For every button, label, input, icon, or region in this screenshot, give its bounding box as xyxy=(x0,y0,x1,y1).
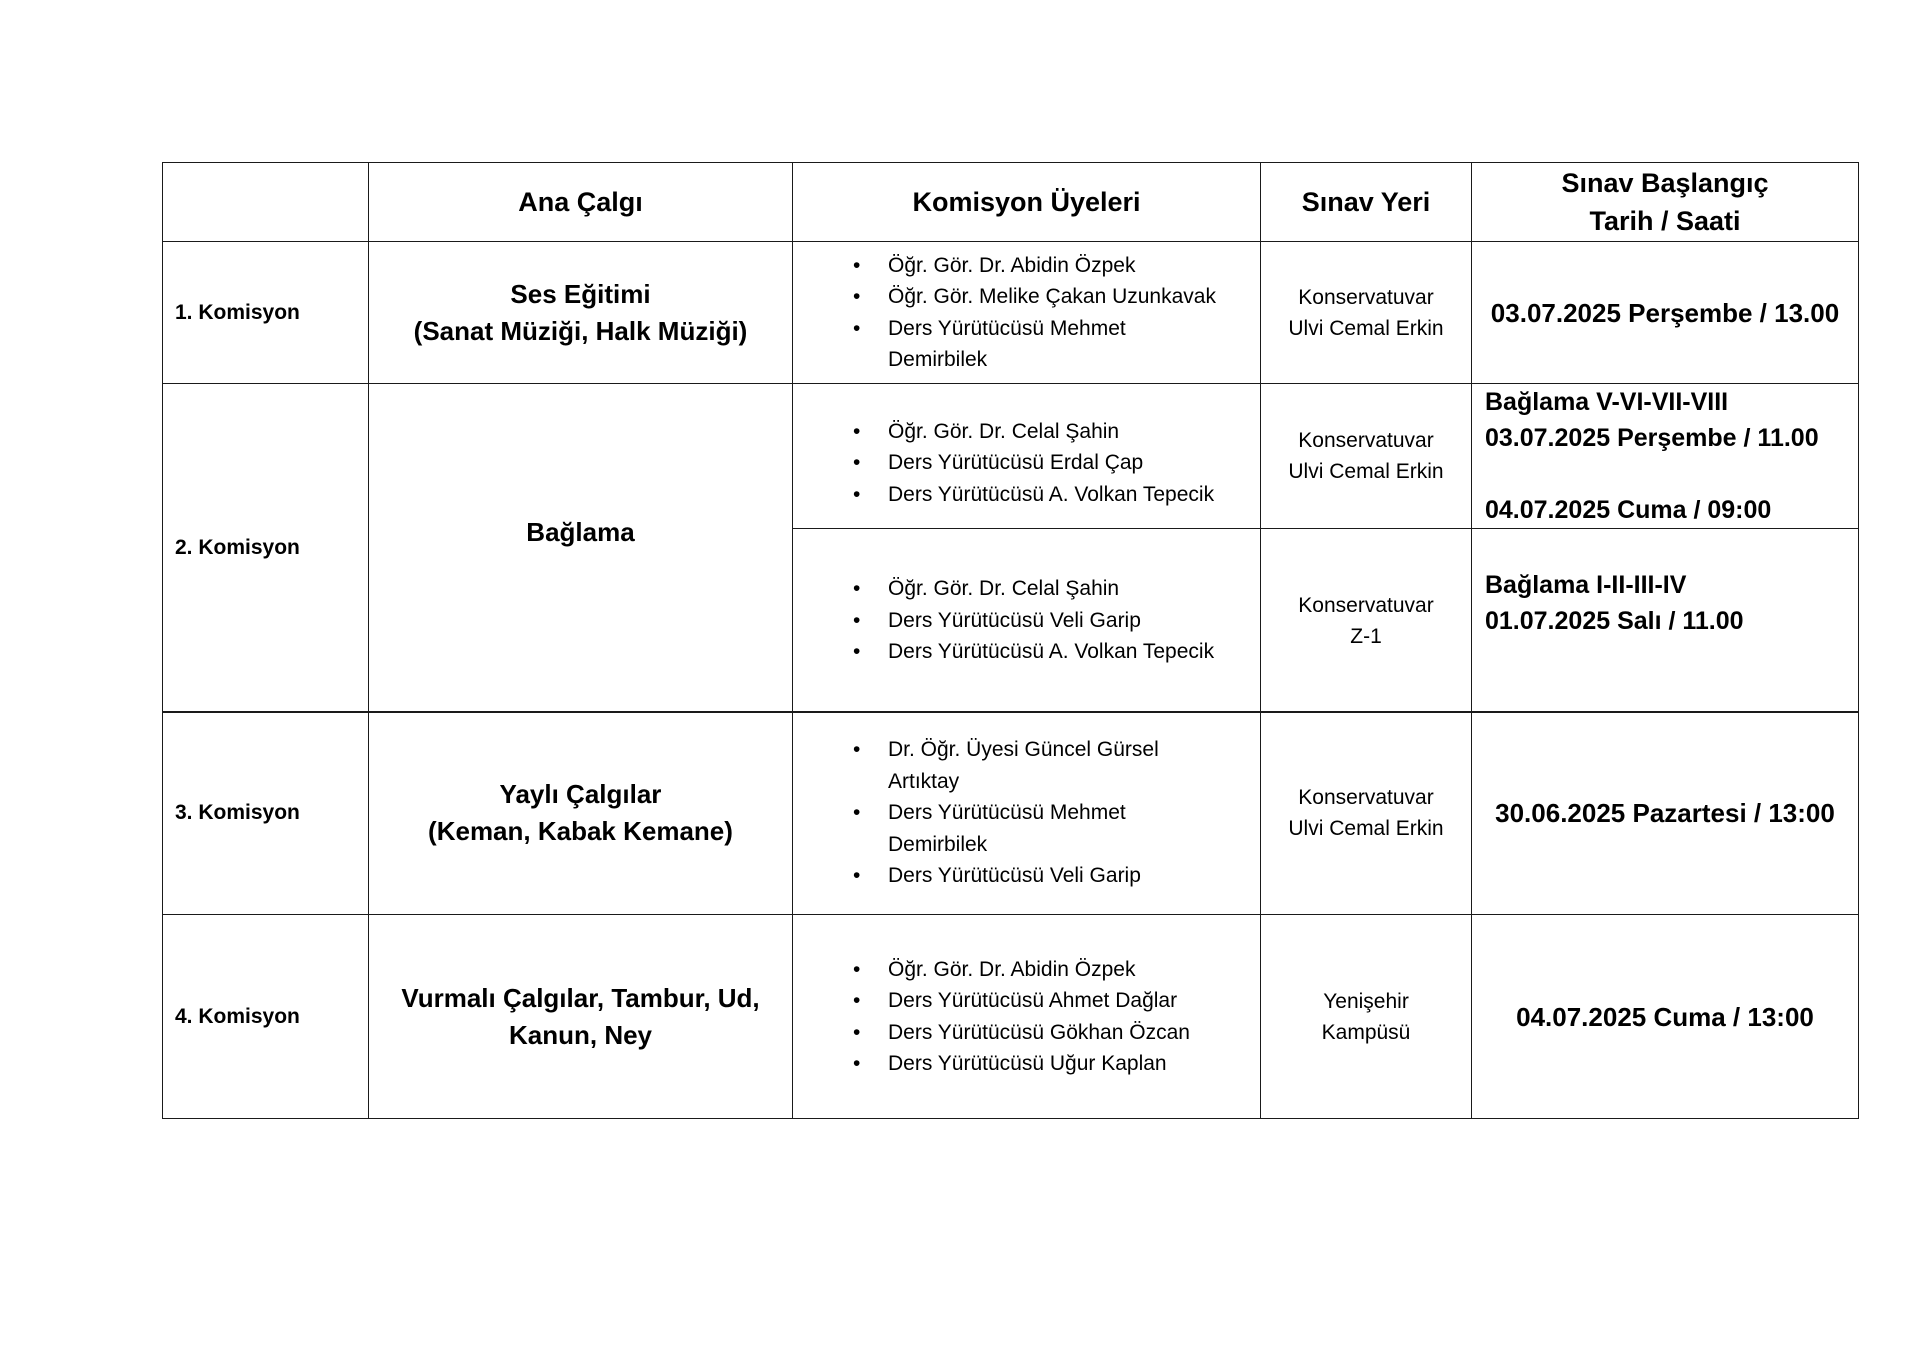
member-name: Öğr. Gör. Dr. Abidin Özpek xyxy=(888,253,1136,277)
member-name: Öğr. Gör. Dr. Abidin Özpek xyxy=(888,957,1136,981)
instrument-line1: Bağlama xyxy=(526,517,635,547)
bullet-icon: • xyxy=(853,482,861,506)
member-item xyxy=(853,447,1214,479)
place-line2: Ulvi Cemal Erkin xyxy=(1288,817,1444,840)
member-list xyxy=(793,734,1188,892)
member-item xyxy=(853,573,1214,605)
exam-schedule-table xyxy=(162,162,1859,1119)
row-1-instrument-cell xyxy=(368,241,793,384)
spacer xyxy=(1485,456,1819,492)
bullet-icon: • xyxy=(853,738,861,762)
row-3-label-cell xyxy=(162,711,369,915)
place-line1: Konservatuvar xyxy=(1298,593,1434,617)
exam-date: 30.06.2025 Pazartesi / 13:00 xyxy=(1495,798,1835,828)
row-4-label-cell xyxy=(162,914,369,1119)
row-3-date-cell xyxy=(1471,711,1859,915)
member-item xyxy=(853,281,1216,313)
bullet-icon: • xyxy=(853,1020,861,1044)
row-3-members-cell xyxy=(792,711,1261,915)
exam-date: 04.07.2025 Cuma / 09:00 xyxy=(1485,496,1772,524)
place-line2: Z-1 xyxy=(1350,624,1382,648)
row-1-label-cell xyxy=(162,241,369,384)
row-2b-place-cell xyxy=(1260,528,1472,713)
member-item xyxy=(853,479,1214,511)
bullet-icon: • xyxy=(853,253,861,277)
row-label: 1. Komisyon xyxy=(175,300,300,324)
header-komisyon-uyeleri xyxy=(792,162,1261,242)
bullet-icon: • xyxy=(853,864,861,888)
member-list xyxy=(793,573,1214,668)
member-name: Öğr. Gör. Dr. Celal Şahin xyxy=(888,419,1120,443)
row-2a-date-cell xyxy=(1471,383,1859,529)
row-label: 2. Komisyon xyxy=(175,536,300,559)
row-2-label-cell xyxy=(162,383,369,713)
member-list xyxy=(793,250,1216,376)
member-item xyxy=(853,734,1188,797)
row-1-place-cell xyxy=(1260,241,1472,384)
place-line1: Yenişehir xyxy=(1323,989,1409,1013)
member-item xyxy=(853,954,1190,986)
member-list xyxy=(793,416,1214,511)
exam-group-title: Bağlama I-II-III-IV xyxy=(1485,571,1687,599)
place-line1: Konservatuvar xyxy=(1298,285,1434,309)
instrument-line1: Ses Eğitimi xyxy=(510,278,651,309)
place-line1: Konservatuvar xyxy=(1298,429,1434,452)
member-name: Ders Yürütücüsü Mehmet Demirbilek xyxy=(888,801,1126,856)
member-item xyxy=(853,416,1214,448)
bullet-icon: • xyxy=(853,285,861,308)
member-item xyxy=(853,1048,1190,1080)
member-name: Ders Yürütücüsü Veli Garip xyxy=(888,864,1141,888)
exam-date: 04.07.2025 Cuma / 13:00 xyxy=(1516,1001,1814,1032)
bullet-icon: • xyxy=(853,608,861,632)
row-2b-date-cell xyxy=(1471,528,1859,713)
header-komisyon-uyeleri-label: Komisyon Üyeleri xyxy=(912,187,1141,217)
instrument-line1: Vurmalı Çalgılar, Tambur, Ud, xyxy=(401,982,760,1013)
instrument-line2: (Sanat Müziği, Halk Müziği) xyxy=(413,315,748,346)
member-item xyxy=(853,313,1188,376)
member-item xyxy=(853,636,1214,668)
place-line2: Ulvi Cemal Erkin xyxy=(1288,316,1444,340)
bullet-icon: • xyxy=(853,1052,861,1075)
bullet-icon: • xyxy=(853,419,861,443)
row-label: 4. Komisyon xyxy=(175,1004,300,1028)
member-name: Ders Yürütücüsü Ahmet Dağlar xyxy=(888,989,1178,1012)
place-line2: Ulvi Cemal Erkin xyxy=(1288,460,1444,483)
member-list xyxy=(793,954,1190,1080)
member-item xyxy=(853,1017,1190,1049)
member-name: Ders Yürütücüsü A. Volkan Tepecik xyxy=(888,640,1215,664)
row-2a-members-cell xyxy=(792,383,1261,529)
header-ana-calgi-label: Ana Çalgı xyxy=(518,187,643,217)
row-4-place-cell xyxy=(1260,914,1472,1119)
row-1-date-cell xyxy=(1471,241,1859,384)
bullet-icon: • xyxy=(853,989,861,1012)
exam-group-title: Bağlama V-VI-VII-VIII xyxy=(1485,388,1729,416)
row-label: 3. Komisyon xyxy=(175,801,300,824)
exam-date: 03.07.2025 Perşembe / 13.00 xyxy=(1490,297,1840,328)
header-sinav-baslangic xyxy=(1471,162,1859,242)
member-name: Öğr. Gör. Melike Çakan Uzunkavak xyxy=(888,285,1216,308)
row-4-date-cell xyxy=(1471,914,1859,1119)
bullet-icon: • xyxy=(853,801,861,825)
member-name: Ders Yürütücüsü Mehmet Demirbilek xyxy=(888,316,1126,371)
row-2b-members-cell xyxy=(792,528,1261,713)
row-2-instrument-cell xyxy=(368,383,793,713)
header-baslangic-line2: Tarih / Saati xyxy=(1589,206,1741,236)
member-item xyxy=(853,860,1188,892)
bullet-icon: • xyxy=(853,957,861,981)
bullet-icon: • xyxy=(853,577,861,601)
bullet-icon: • xyxy=(853,640,861,664)
header-ana-calgi xyxy=(368,162,793,242)
instrument-line2: (Keman, Kabak Kemane) xyxy=(428,816,733,846)
member-name: Ders Yürütücüsü Gökhan Özcan xyxy=(888,1020,1190,1044)
exam-date: 01.07.2025 Salı / 11.00 xyxy=(1485,607,1744,635)
header-empty-cell xyxy=(162,162,369,242)
row-3-place-cell xyxy=(1260,711,1472,915)
member-name: Ders Yürütücüsü Erdal Çap xyxy=(888,451,1144,475)
row-4-members-cell xyxy=(792,914,1261,1119)
exam-date: 03.07.2025 Perşembe / 11.00 xyxy=(1485,424,1819,452)
member-item xyxy=(853,985,1190,1017)
header-baslangic-line1: Sınav Başlangıç xyxy=(1561,168,1769,198)
row-4-instrument-cell xyxy=(368,914,793,1119)
member-name: Ders Yürütücüsü A. Volkan Tepecik xyxy=(888,482,1215,506)
member-item xyxy=(853,797,1188,860)
row-3-instrument-cell xyxy=(368,711,793,915)
place-line1: Konservatuvar xyxy=(1298,786,1434,809)
member-name: Öğr. Gör. Dr. Celal Şahin xyxy=(888,577,1120,601)
instrument-line2: Kanun, Ney xyxy=(508,1019,653,1050)
member-name: Ders Yürütücüsü Veli Garip xyxy=(888,608,1141,632)
bullet-icon: • xyxy=(853,451,861,475)
member-item xyxy=(853,250,1216,282)
header-sinav-yeri-label: Sınav Yeri xyxy=(1301,187,1431,217)
member-name: Dr. Öğr. Üyesi Güncel Gürsel Artıktay xyxy=(888,738,1159,793)
row-1-members-cell xyxy=(792,241,1261,384)
instrument-line1: Yaylı Çalgılar xyxy=(499,779,662,809)
member-name: Ders Yürütücüsü Uğur Kaplan xyxy=(888,1052,1167,1075)
row-2a-place-cell xyxy=(1260,383,1472,529)
place-line2: Kampüsü xyxy=(1321,1020,1411,1044)
bullet-icon: • xyxy=(853,316,861,340)
header-sinav-yeri xyxy=(1260,162,1472,242)
member-item xyxy=(853,605,1214,637)
